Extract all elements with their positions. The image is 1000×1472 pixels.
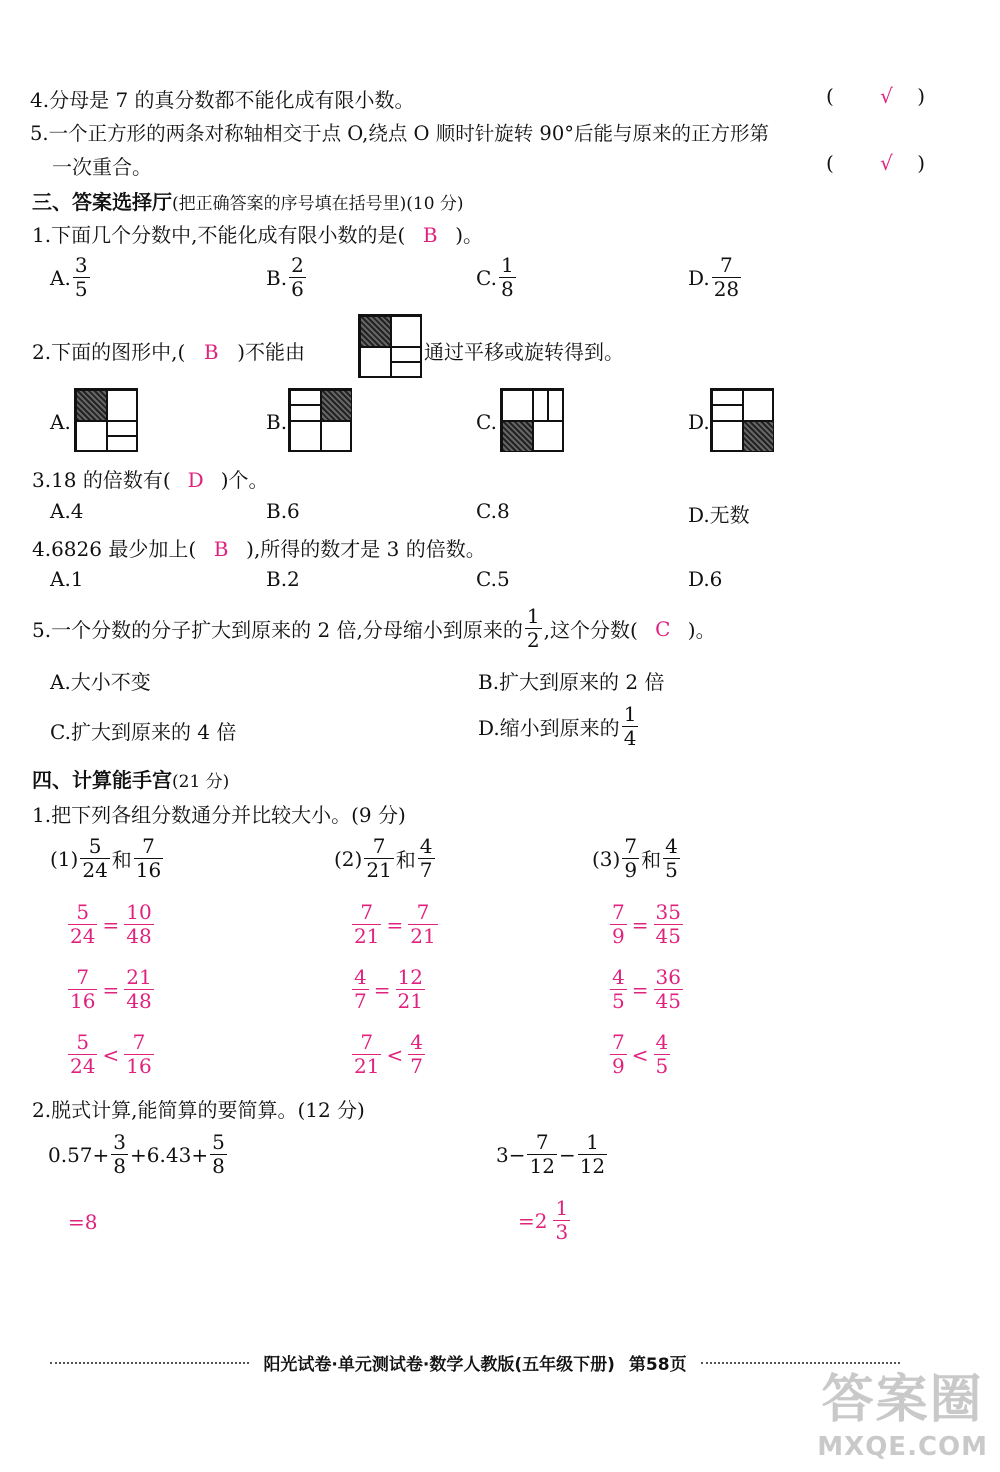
- footer-divider-left: [50, 1362, 249, 1364]
- s3-q2-label-b: B.: [266, 410, 288, 434]
- s4-p2-expression-1: 0.57+ $\frac{3}{8}$ +6.43+ $\frac{5}{8}$: [48, 1130, 225, 1178]
- s4-group-2-row-2: $\frac{4}{7}$ = $\frac{12}{21}$: [354, 965, 423, 1013]
- s3-q1-option-a: A. $\frac{3}{5}$: [50, 253, 88, 301]
- s3-q4-answer: B: [213, 537, 229, 561]
- page-footer: [50, 1350, 900, 1375]
- s3-q1-option-d: D. $\frac{7}{28}$: [688, 253, 740, 301]
- s3-q3-option-c: C.8: [476, 499, 510, 523]
- s3-q3-option-a: A.4: [50, 499, 84, 523]
- s4-group-1-row-1: $\frac{5}{24}$ = $\frac{10}{48}$: [70, 900, 152, 948]
- s4-group-3-row-3: $\frac{7}{9}$ < $\frac{4}{5}$: [612, 1030, 669, 1078]
- s3-q5-option-b: B.扩大到原来的 2 倍: [478, 670, 665, 694]
- s3-q1-answer: B: [422, 223, 438, 247]
- s4-p2-expression-2: 3− $\frac{7}{12}$ − $\frac{1}{12}$: [496, 1130, 606, 1178]
- watermark-logo: [817, 1357, 988, 1462]
- section3-title: 三、答案选择厅(把正确答案的序号填在括号里)(10 分): [32, 190, 464, 214]
- judge-item-5-line2: 一次重合。: [52, 155, 152, 179]
- s4-group-2-row-3: $\frac{7}{21}$ < $\frac{4}{7}$: [354, 1030, 423, 1078]
- s3-q2-label-a: A.: [50, 410, 71, 434]
- option-c-figure: [500, 388, 564, 452]
- page-number: 第58页: [628, 1355, 687, 1375]
- s3-q3-stem: 3.18 的倍数有( D )个。: [32, 468, 269, 492]
- s3-q2-label-d: D.: [688, 410, 710, 434]
- judge-item-4-answer: ( √ ): [826, 84, 926, 108]
- s3-q2-answer: B: [203, 340, 219, 364]
- s3-q4-option-a: A.1: [50, 567, 84, 591]
- s3-q3-option-b: B.6: [266, 499, 300, 523]
- s3-q5-answer: C: [655, 616, 671, 641]
- option-b-figure: [288, 388, 352, 452]
- reference-square-figure: [358, 314, 422, 378]
- s4-p1-stem: 1.把下列各组分数通分并比较大小。(9 分): [32, 803, 406, 827]
- s3-q2-label-c: C.: [476, 410, 497, 434]
- s3-q2-stem-c: 通过平移或旋转得到。: [424, 340, 624, 364]
- option-d-figure: [710, 388, 774, 452]
- watermark-logo-title: 答案圈: [821, 1370, 984, 1430]
- s3-q1-option-b: B. $\frac{2}{6}$: [266, 253, 304, 301]
- s3-q5-stem: 5.一个分数的分子扩大到原来的 2 倍,分母缩小到原来的 $\frac{1}{2}$ ,这个分数( C )。: [32, 604, 716, 652]
- s3-q5-option-a: A.大小不变: [50, 670, 151, 694]
- s3-q3-answer: D: [187, 468, 204, 492]
- s3-q2-stem-a: 2.下面的图形中,( B )不能由: [32, 340, 306, 364]
- judge-item-4: [30, 84, 415, 113]
- s3-q4-option-c: C.5: [476, 567, 510, 591]
- s4-p2-answer-2: =2 $\frac{1}{3}$: [518, 1196, 569, 1244]
- s4-group-3-row-2: $\frac{4}{5}$ = $\frac{36}{45}$: [612, 965, 681, 1013]
- s4-p2-answer-1: =8: [68, 1210, 98, 1234]
- s4-group-3-row-1: $\frac{7}{9}$ = $\frac{35}{45}$: [612, 900, 681, 948]
- s4-group-1-row-3: $\frac{5}{24}$ < $\frac{7}{16}$: [70, 1030, 152, 1078]
- check-mark-icon: √: [880, 151, 893, 175]
- s4-group-2-problem: (2) $\frac{7}{21}$ 和 $\frac{4}{7}$: [334, 834, 433, 882]
- option-a-figure: [74, 388, 138, 452]
- s4-group-3-problem: (3) $\frac{7}{9}$ 和 $\frac{4}{5}$: [592, 834, 678, 882]
- section4-title: 四、计算能手宫(21 分): [32, 768, 230, 792]
- s3-q5-option-c: C.扩大到原来的 4 倍: [50, 720, 237, 744]
- judge-item-4-text: 4.分母是 7 的真分数都不能化成有限小数。: [30, 88, 415, 112]
- judge-item-5-answer: ( √ ): [826, 151, 926, 175]
- check-mark-icon: √: [880, 84, 893, 108]
- s4-group-2-row-1: $\frac{7}{21}$ = $\frac{7}{21}$: [354, 900, 436, 948]
- s4-group-1-problem: (1) $\frac{5}{24}$ 和 $\frac{7}{16}$: [50, 834, 162, 882]
- s4-group-1-row-2: $\frac{7}{16}$ = $\frac{21}{48}$: [70, 965, 152, 1013]
- footer-text: 阳光试卷·单元测试卷·数学人教版(五年级下册): [263, 1355, 615, 1375]
- watermark-logo-url: MXQE.COM: [817, 1432, 988, 1462]
- judge-item-5-line1: 5.一个正方形的两条对称轴相交于点 O,绕点 O 顺时针旋转 90°后能与原来的正方形第: [30, 122, 769, 145]
- s3-q1-option-c: C. $\frac{1}{8}$: [476, 253, 514, 301]
- s3-q1-stem: 1.下面几个分数中,不能化成有限小数的是( B )。: [32, 223, 484, 247]
- s3-q4-option-b: B.2: [266, 567, 300, 591]
- s3-q3-option-d: D.无数: [688, 503, 750, 527]
- s4-p2-stem: 2.脱式计算,能简算的要简算。(12 分): [32, 1098, 365, 1122]
- s3-q4-stem: 4.6826 最少加上( B ),所得的数才是 3 的倍数。: [32, 537, 486, 561]
- s3-q4-option-d: D.6: [688, 567, 723, 591]
- s3-q5-option-d: D.缩小到原来的 $\frac{1}{4}$: [478, 702, 637, 750]
